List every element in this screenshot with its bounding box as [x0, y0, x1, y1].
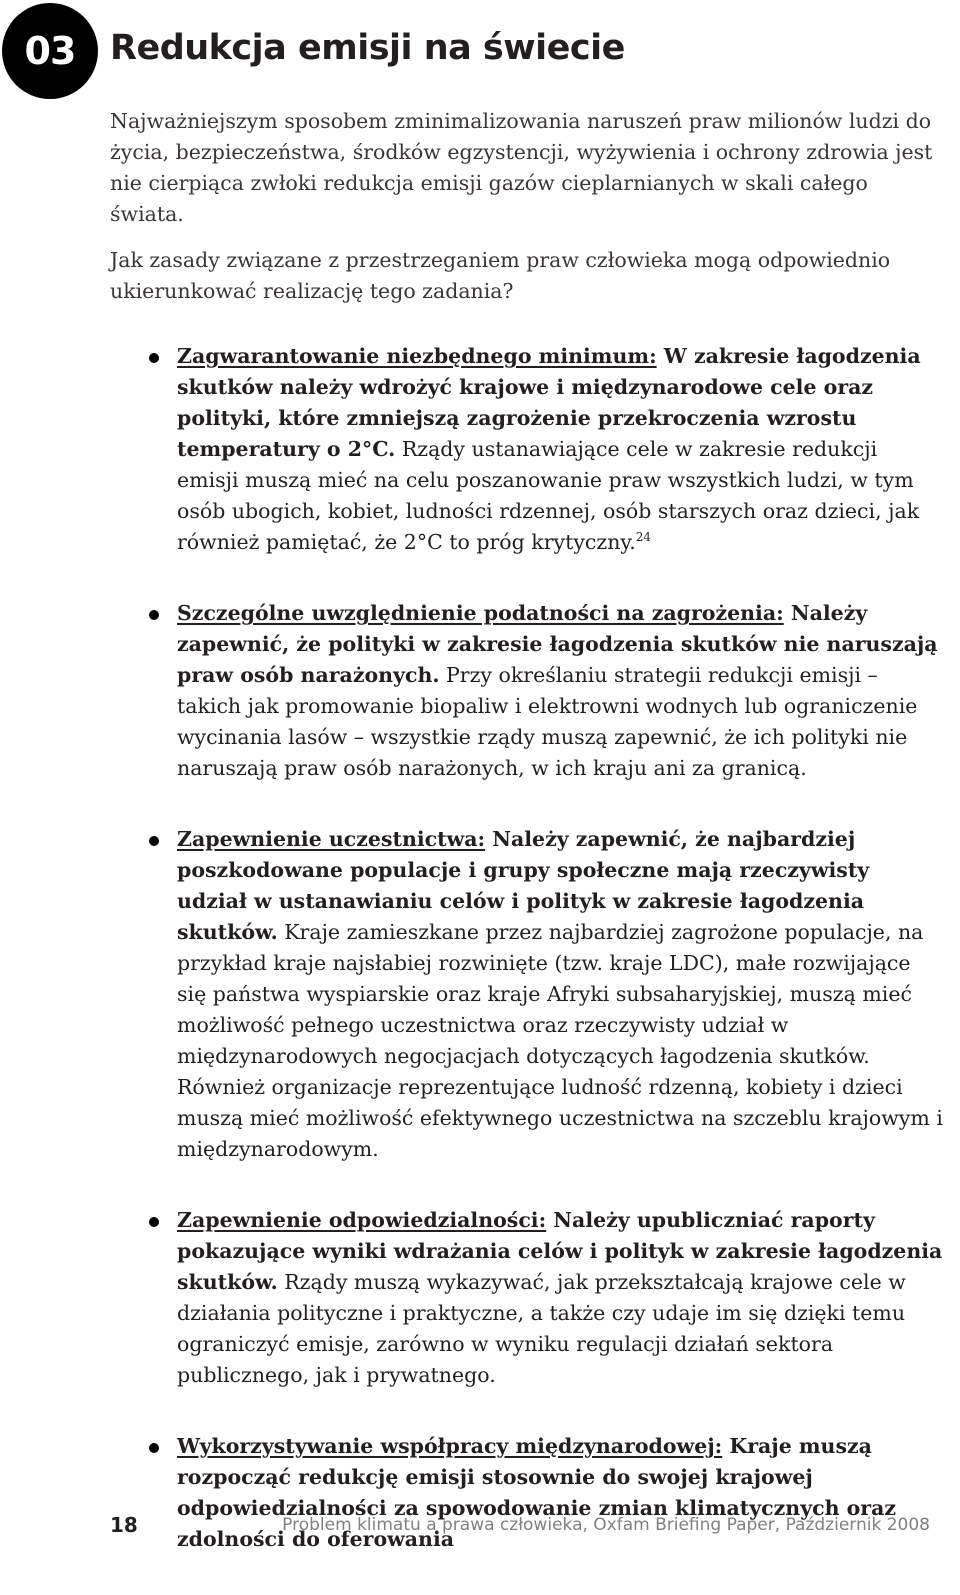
- bullet-dot-icon: [149, 353, 159, 363]
- bullet-body: Kraje zamieszkane przez najbardziej zagrożone populacje, na przykład kraje najsłabiej rozwinięte (tzw. kraje LDC), małe rozwijające się państwa wyspiarskie oraz kraje Afryki subsaharyjskiej, muszą mieć możliwość pełnego uczestnictwa oraz rzeczywisty udział w międzynarodowych negocjacjach dotyczących łagodzenia skutków. Również organizacje reprezentujące ludność rdzenną, kobiety i dzieci muszą mieć możliwość efektywnego uczestnictwa na szczeblu krajowym i międzynarodowym.: [177, 920, 943, 1161]
- footnote-reference: 24: [635, 530, 652, 545]
- bullet-lead: Należy zapewnić, że najbardziej poszkodowane populacje i grupy społeczne mają rzeczywisty udział w ustanawianiu celów i polityk w zakresie łagodzenia skutków.: [177, 827, 870, 944]
- article-body: [110, 106, 945, 1595]
- bullet-lead: Kraje muszą rozpocząć redukcję emisji stosownie do swojej krajowej odpowiedzialności za spowodowanie zmian klimatycznych oraz zdolności do oferowania: [177, 1434, 897, 1551]
- page-number: 18: [110, 1513, 138, 1537]
- bullet-body: Przy określaniu strategii redukcji emisji – takich jak promowanie biopaliw i elektrowni wodnych lub ograniczenie wycinania lasów – wszystkie rządy muszą zapewnić, że ich polityki nie naruszają praw osób narażonych, w ich kraju ani za granicą.: [177, 663, 918, 780]
- page-footer: [0, 1513, 960, 1543]
- bullet-label: Zagwarantowanie niezbędnego minimum:: [177, 344, 657, 368]
- list-item: [110, 598, 945, 784]
- list-item: [110, 1205, 945, 1391]
- bullet-lead: W zakresie łagodzenia skutków należy wdrożyć krajowe i międzynarodowe cele oraz polityki, które zmniejszą zagrożenie przekroczenia wzrostu temperatury o 2°C.: [177, 344, 921, 461]
- bullet-dot-icon: [149, 1217, 159, 1227]
- bullet-lead: Należy zapewnić, że polityki w zakresie łagodzenia skutków nie naruszają praw osób narażonych.: [177, 601, 938, 687]
- bullet-dot-icon: [149, 836, 159, 846]
- intro-paragraph-2: Jak zasady związane z przestrzeganiem praw człowieka mogą odpowiednio ukierunkować realizację tego zadania?: [110, 248, 891, 303]
- bullet-dot-icon: [149, 610, 159, 620]
- bullet-label: Zapewnienie odpowiedzialności:: [177, 1208, 547, 1232]
- list-item: [110, 341, 945, 558]
- list-item: [110, 824, 945, 1165]
- chapter-number-badge: 03: [2, 3, 98, 99]
- bullet-label: Zapewnienie uczestnictwa:: [177, 827, 486, 851]
- publication-title: Problem klimatu a prawa człowieka, Oxfam Briefing Paper, Październik 2008: [282, 1515, 930, 1535]
- principles-list: [110, 341, 945, 1555]
- page-title: Redukcja emisji na świecie: [110, 28, 625, 68]
- bullet-body: Rządy muszą wykazywać, jak przekształcają krajowe cele w działania polityczne i praktyczne, a także czy udaje im się dzięki temu ograniczyć emisje, zarówno w wyniku regulacji działań sektora publicznego, jak i prywatnego.: [177, 1270, 906, 1387]
- bullet-lead: Należy upubliczniać raporty pokazujące wyniki wdrażania celów i polityk w zakresie łagodzenia skutków.: [177, 1208, 943, 1294]
- bullet-label: Szczególne uwzględnienie podatności na zagrożenia:: [177, 601, 784, 625]
- intro-paragraph-1: Najważniejszym sposobem zminimalizowania naruszeń praw milionów ludzi do życia, bezpieczeństwa, środków egzystencji, wyżywienia i ochrony zdrowia jest nie cierpiąca zwłoki redukcja emisji gazów cieplarnianych w skali całego świata.: [110, 109, 933, 226]
- bullet-dot-icon: [149, 1443, 159, 1453]
- bullet-label: Wykorzystywanie współpracy międzynarodowej:: [177, 1434, 723, 1458]
- bullet-body: Rządy ustanawiające cele w zakresie redukcji emisji muszą mieć na celu poszanowanie praw wszystkich ludzi, w tym osób ubogich, kobiet, ludności rdzennej, osób starszych oraz dzieci, jak również pamiętać, że 2°C to próg krytyczny.: [177, 437, 920, 554]
